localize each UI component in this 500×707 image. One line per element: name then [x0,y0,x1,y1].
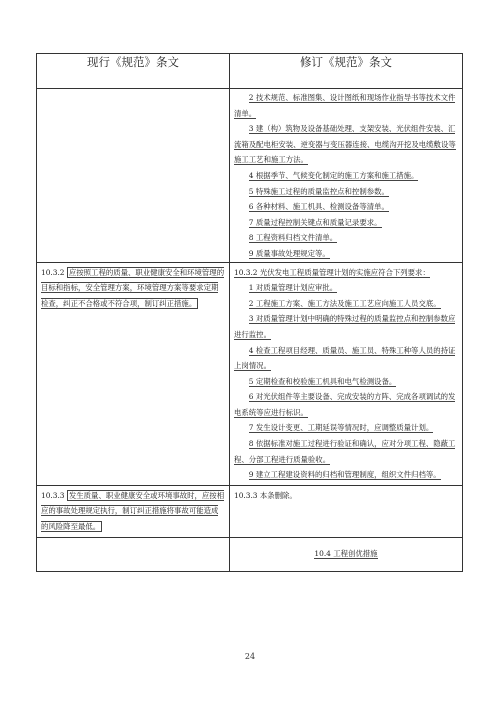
list-item: 2 技术规范、标准图集、设计图纸和现场作业指导书等技术文件清单。 [234,93,456,118]
list-item: 6 各种材料、施工机具、检测设备等清单。 [248,202,389,212]
list-item: 7 发生设计变更、工期延误等情况时，应调整质量计划。 [248,423,434,433]
list-item: 8 工程资料归档文件清单。 [248,233,338,243]
clause-number: 10.3.3 [41,490,65,500]
revised-clause-cell [230,262,463,485]
current-clause-cell [37,485,230,537]
list-item: 8 依据标准对施工过程进行验证和确认，应对分项工程、隐蔽工程、分部工程进行质量验收。 [234,439,456,464]
list-item: 9 质量事故处理规定等。 [248,248,330,258]
list-item: 4 检查工程项目经理、质量员、施工员、特殊工种等人员的持证上岗情况。 [234,345,456,371]
revised-clause-cell [230,89,463,263]
revised-clause-cell [230,537,463,571]
clause-text: 10.3.3 发生质量、职业健康安全或环境事故时，应按相应的事故处理规定执行，制订纠正措施将事故可能造成的风险降至最低。 [41,490,225,532]
table-header-row [37,54,463,89]
current-clause-cell [37,262,230,485]
header-current-clause: 现行《规范》条文 [37,54,230,89]
current-clause-cell-empty [37,537,230,571]
clause-text: 10.3.2 应按照工程的质量、职业健康安全和环境管理的目标和指标，安全管理方案，环境管理方案等要求定期检查，纠正不合格或不符合项，制订纠正措施。 [41,267,225,308]
list-item: 1 对质量管理计划应审批。 [248,283,338,293]
table-row [37,485,463,537]
comparison-table [36,53,463,572]
clause-number: 10.3.2 [41,267,65,277]
table-row [37,537,463,571]
list-item: 9 建立工程建设资料的归档和管理制度，组织文件归档等。 [248,470,441,480]
clause-deleted-note: 10.3.3 本条删除。 [234,490,297,500]
list-item: 5 定期检查和校验施工机具和电气检测设备。 [248,376,397,386]
list-item: 5 特殊施工过程的质量监控点和控制参数。 [248,186,389,196]
table-row [37,262,463,485]
list-item: 4 根据季节、气候变化制定的施工方案和施工措施。 [248,170,419,180]
list-item: 6 对光伏组件等主要设备、完成安装的方阵、完成各项调试的发电系统等应进行标识。 [234,392,456,417]
page-number: 24 [244,652,256,661]
current-clause-cell-empty [37,89,230,263]
list-item: 7 质量过程控制关键点和质量记录要求。 [248,217,382,227]
section-heading: 10.4 工程创优措施 [314,549,378,559]
list-item: 2 工程施工方案、施工方法及施工工艺应向施工人员交底。 [248,298,441,308]
revised-clause-cell [230,485,463,537]
list-item: 3 对质量管理计划中明确的特殊过程的质量监控点和控制参数应进行监控。 [234,314,456,339]
list-item: 3 建（构）筑物及设备基础处理、支架安装、光伏组件安装、汇流箱及配电柜安装、逆变器与变压器连接、电缆沟开挖及电缆敷设等施工工艺和施工方法。 [234,124,456,165]
header-revised-clause: 修订《规范》条文 [230,54,463,89]
clause-intro: 10.3.2 光伏发电工程质量管理计划的实施应符合下列要求： [234,267,430,277]
table-row [37,89,463,263]
